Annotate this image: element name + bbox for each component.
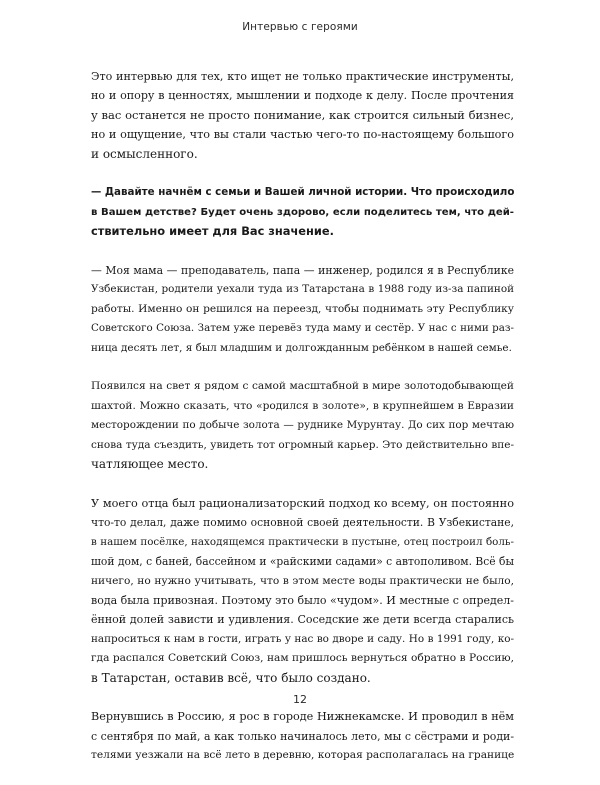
- text-line: Вернувшись в Россию, я рос в городе Нижнекамске. И проводил в нём: [91, 710, 514, 724]
- text-line: У моего отца был рационализаторский подход ко всему, он постоянно: [91, 496, 514, 510]
- text-line: в Татарстан, оставив всё, что было создано.: [91, 670, 371, 685]
- text-line: что-то делал, даже помимо основной своей деятельности. В Узбекистане,: [91, 516, 514, 530]
- interview-question: [91, 183, 514, 241]
- text-line: у вас останется не просто понимание, как строится сильный бизнес,: [91, 107, 514, 122]
- paragraph: [91, 377, 514, 474]
- text-line: в Вашем детстве? Будет очень здорово, если поделитесь тем, что дей-: [91, 206, 514, 218]
- text-line: ённой долей зависти и удивления. Соседские же дети всегда старались: [91, 613, 514, 627]
- text-line: ствительно имеет для Вас значение.: [91, 224, 334, 239]
- paragraph: [91, 707, 514, 765]
- text-line: ничего, но нужно учитывать, что в этом месте воды практически не было,: [91, 574, 514, 587]
- text-line: месторождении по добыче золота — руднике Мурунтау. До сих пор мечтаю: [91, 419, 514, 432]
- paragraph: [91, 261, 514, 358]
- paragraph: [91, 67, 514, 164]
- text-line: но и опору в ценностях, мышлении и подходе к делу. После прочтения: [91, 89, 514, 103]
- text-line: чатляющее место.: [91, 457, 209, 472]
- text-line: Советского Союза. Затем уже перевёз туда маму и сестёр. У нас с ними раз-: [91, 322, 514, 335]
- text-line: вода была привозная. Поэтому это было «чудом». И местные с определ-: [91, 593, 514, 607]
- text-line: телями уезжали на всё лето в деревню, которая располагалась на границе: [91, 749, 515, 762]
- text-line: Это интервью для тех, кто ищет не только практические инструменты,: [91, 70, 514, 83]
- text-line: гда распался Советский Союз, нам пришлось вернуться обратно в Россию,: [91, 652, 514, 665]
- text-line: шой дом, с баней, бассейном и «райскими садами» с автополивом. Всё бы: [91, 555, 514, 569]
- text-line: снова туда съездить, увидеть тот огромный карьер. Это действительно впе-: [91, 438, 514, 451]
- text-line: но и ощущение, что вы стали частью чего-то по-настоящему большого: [91, 128, 514, 142]
- text-line: работы. Именно он решился на переезд, чтобы поднимать эту Республику: [91, 302, 514, 315]
- text-line: — Моя мама — преподаватель, папа — инженер, родился я в Республике: [91, 264, 514, 278]
- body-text: [91, 67, 514, 785]
- text-line: напроситься к нам в гости, играть у нас во дворе и саду. Но в 1991 году, ко-: [91, 632, 514, 645]
- text-line: ница десять лет, я был младшим и долгожданным ребёнком в нашей семье.: [91, 341, 512, 354]
- text-line: и осмысленного.: [91, 146, 198, 161]
- running-header: Интервью с героями: [242, 21, 358, 33]
- text-line: с сентября по май, а как только начиналось лето, мы с сёстрами и роди-: [91, 729, 514, 743]
- text-line: — Давайте начнём с семьи и Вашей личной истории. Что происходило: [91, 186, 515, 199]
- text-line: Узбекистан, родители уехали туда из Татарстана в 1988 году из-за папиной: [91, 283, 514, 296]
- paragraph: [91, 494, 514, 688]
- text-line: в нашем посёлке, находящемся практически в пустыне, отец построил боль-: [91, 535, 514, 548]
- page-number: 12: [293, 693, 307, 706]
- text-line: Появился на свет я рядом с самой масштабной в мире золотодобывающей: [91, 380, 514, 393]
- text-line: шахтой. Можно сказать, что «родился в золоте», в крупнейшем в Евразии: [91, 399, 514, 412]
